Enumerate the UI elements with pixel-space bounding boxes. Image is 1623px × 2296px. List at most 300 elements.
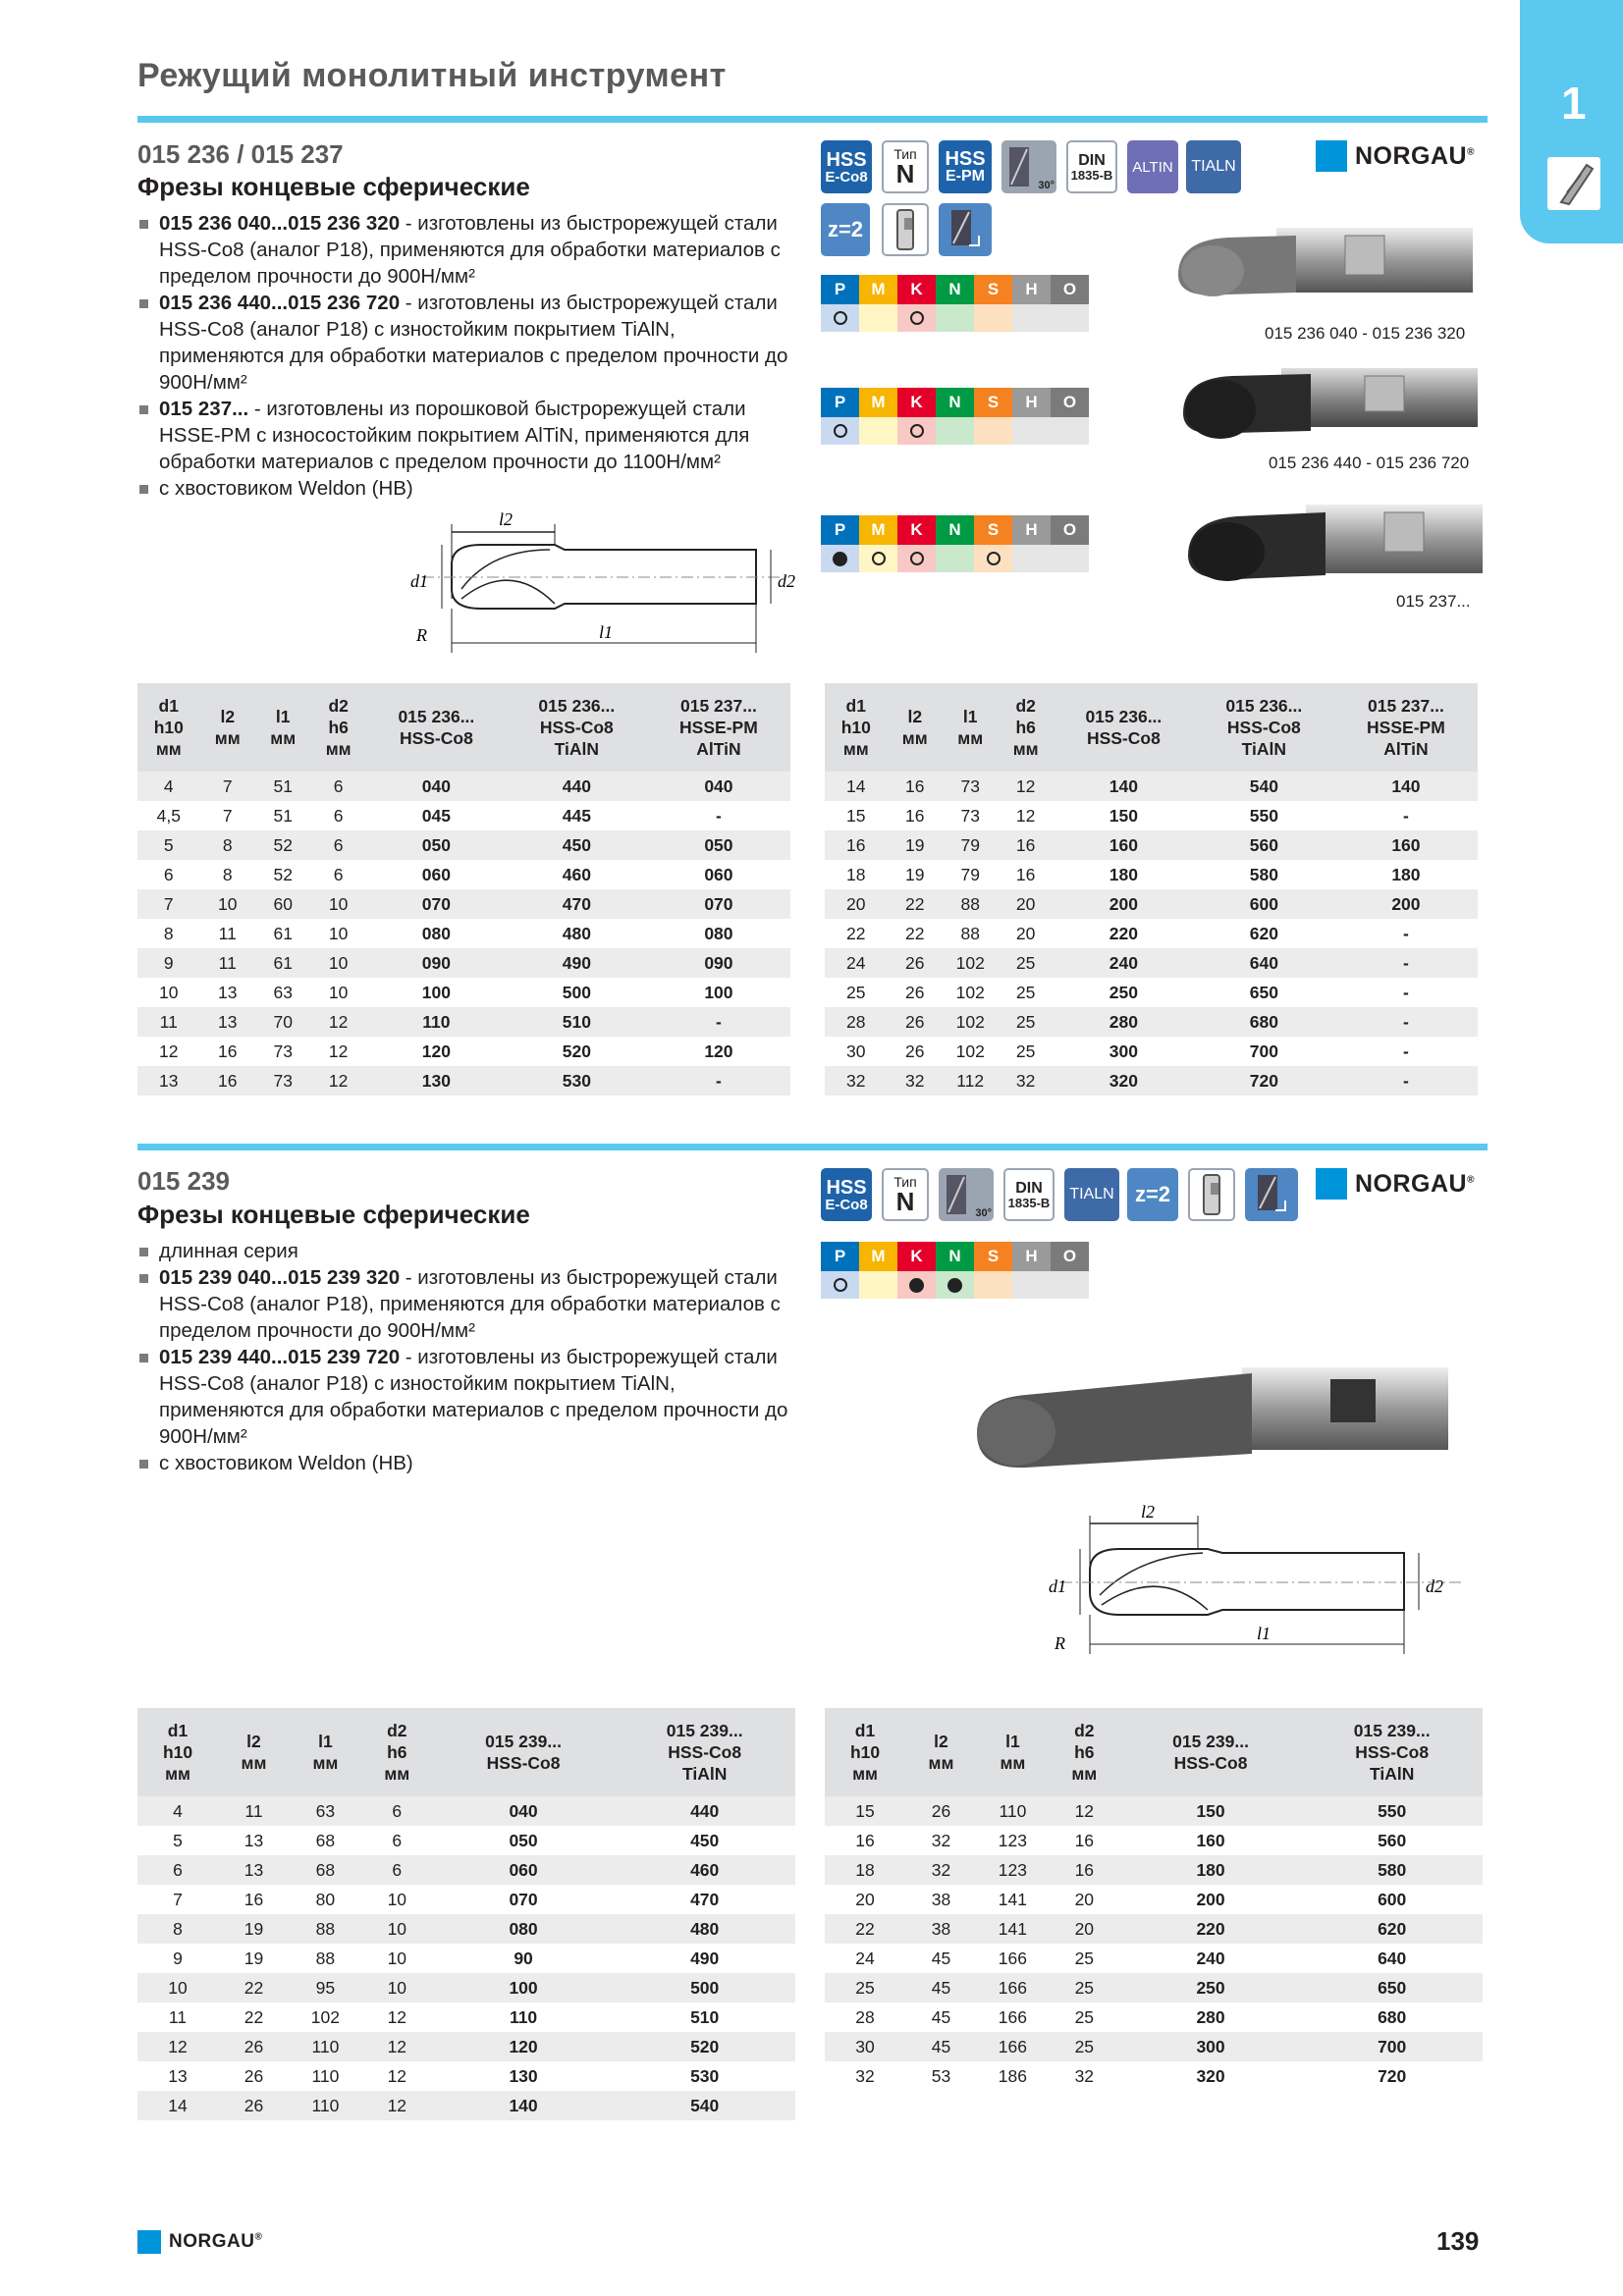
iso-header-H: H — [1012, 1242, 1051, 1271]
tialn-badge: TIALN — [1186, 140, 1241, 193]
table-cell: 22 — [243, 2006, 264, 2027]
iso-header-P: P — [821, 515, 859, 545]
iso-header-O: O — [1051, 388, 1089, 417]
type-n-badge: Тип N — [882, 140, 929, 193]
open-circle-icon — [910, 311, 924, 325]
table-cell: 24 — [825, 948, 888, 978]
table-row — [825, 860, 1478, 889]
table-cell: 200 — [1054, 889, 1194, 919]
bullet-item: 015 239 440...015 239 720 - изготовлены из быстрорежущей стали HSS-Co8 (аналог Р18) с изностойким покрытием TiAlN, применяются для обработки материалов с пределом прочности до 900Н/мм² — [137, 1344, 795, 1450]
table-cell: 050 — [509, 1830, 538, 1850]
table-cell: 050 — [366, 830, 507, 860]
table-cell: 10 — [361, 1973, 433, 2002]
table-cell: 30 — [846, 1041, 866, 1061]
table-cell: 32 — [998, 1066, 1053, 1095]
table-cell: 53 — [931, 2065, 951, 2086]
spec-table — [825, 683, 1478, 1095]
table-cell: 32 — [825, 1066, 888, 1095]
table-cell: 8 — [163, 923, 174, 943]
table-header-cell: d1 h10 мм — [137, 683, 200, 772]
table-cell: 52 — [273, 864, 293, 884]
table-header-cell: 015 236... HSS-Co8 TiAlN — [507, 683, 647, 772]
table-cell: 26 — [905, 1796, 977, 1826]
table-cell: 13 — [218, 982, 238, 1002]
table-cell: 280 — [1054, 1007, 1194, 1037]
table-cell: 20 — [855, 1889, 875, 1909]
table-cell: 5 — [137, 830, 200, 860]
table-cell: 12 — [361, 2032, 433, 2061]
table-cell: 110 — [290, 2091, 361, 2120]
table-cell: 500 — [562, 982, 591, 1002]
table-row — [825, 1037, 1478, 1066]
hss-eco8-badge: HSS E-Co8 — [821, 1168, 872, 1221]
table-row — [137, 830, 790, 860]
table-cell: 79 — [943, 830, 998, 860]
table-cell: 480 — [562, 923, 591, 943]
table-cell: 440 — [614, 1796, 795, 1826]
table-cell: 25 — [998, 948, 1053, 978]
table-row — [137, 2032, 795, 2061]
table-row — [825, 1914, 1483, 1944]
table-row — [137, 978, 790, 1007]
table-cell: 16 — [1074, 1830, 1095, 1850]
table-cell: 720 — [1378, 2065, 1407, 2086]
table-row — [137, 1855, 795, 1885]
iso-header-M: M — [859, 388, 897, 417]
svg-text:d1: d1 — [410, 571, 428, 591]
weldon-shank-icon — [1188, 1168, 1235, 1221]
table-cell: 6 — [137, 1855, 218, 1885]
table-row — [137, 772, 790, 801]
iso-header-S: S — [974, 1242, 1012, 1271]
table-header-cell: 015 236... HSS-Co8 TiAlN — [1194, 683, 1334, 772]
table-cell: 45 — [931, 2006, 951, 2027]
table-cell: 19 — [905, 864, 925, 884]
iso-header-O: O — [1051, 515, 1089, 545]
table-cell: 32 — [1074, 2065, 1095, 2086]
table-row — [825, 1826, 1483, 1855]
table-cell: 080 — [704, 923, 733, 943]
spec-table — [137, 683, 790, 1095]
open-circle-icon — [987, 552, 1001, 565]
table-cell: 141 — [977, 1914, 1049, 1944]
table-cell: 8 — [222, 864, 233, 884]
table-cell: 220 — [1120, 1914, 1302, 1944]
table-cell: 440 — [507, 772, 647, 801]
table-cell: 25 — [825, 1973, 905, 2002]
table-cell: 19 — [218, 1914, 290, 1944]
table-cell: 110 — [366, 1007, 507, 1037]
table-cell: 12 — [137, 2032, 218, 2061]
footer-norgau-logo: NORGAU® — [137, 2230, 262, 2254]
table-cell: 150 — [1120, 1796, 1302, 1826]
iso-cell — [974, 545, 1012, 572]
svg-text:l2: l2 — [1141, 1502, 1156, 1522]
table-cell: 15 — [846, 805, 866, 826]
table-cell: 580 — [1249, 864, 1278, 884]
table-cell: 73 — [273, 1041, 293, 1061]
table-cell: 16 — [855, 1830, 875, 1850]
iso-header-P: P — [821, 388, 859, 417]
table-cell: 110 — [509, 2006, 538, 2027]
table-cell: 19 — [888, 830, 943, 860]
table-cell: 61 — [255, 948, 310, 978]
table-cell: 045 — [421, 805, 451, 826]
table-row — [825, 2061, 1483, 2091]
table-cell: 11 — [218, 923, 237, 943]
iso-cell — [1051, 417, 1089, 445]
table-cell: 26 — [218, 2091, 290, 2120]
table-cell: 32 — [905, 1855, 977, 1885]
table-cell: 520 — [614, 2032, 795, 2061]
section1-title: Фрезы концевые сферические — [137, 172, 530, 201]
table-cell: 140 — [1054, 772, 1194, 801]
table-cell: 060 — [704, 864, 733, 884]
table-cell: - — [1403, 1041, 1409, 1061]
table-header-cell: d1 h10 мм — [825, 1708, 905, 1796]
table-cell: 38 — [905, 1914, 977, 1944]
table-row — [137, 1037, 790, 1066]
table-cell: 450 — [507, 830, 647, 860]
table-row — [825, 1066, 1478, 1095]
table-cell: 18 — [825, 1855, 905, 1885]
table-row — [137, 1826, 795, 1855]
page-number: 139 — [1436, 2226, 1480, 2256]
bullet-item: 015 236 040...015 236 320 - изготовлены из быстрорежущей стали HSS-Co8 (аналог Р18), применяются для обработки материалов с пределом прочности до 900Н/мм² — [137, 210, 795, 290]
table-cell: 040 — [647, 772, 790, 801]
section2-code: 015 239 — [137, 1166, 230, 1196]
iso-cell — [936, 304, 974, 332]
open-circle-icon — [834, 1278, 847, 1292]
table-row — [137, 2091, 795, 2120]
table-cell: 10 — [310, 889, 365, 919]
table-cell: 12 — [1015, 805, 1036, 826]
table-row — [137, 860, 790, 889]
iso-cell — [1012, 304, 1051, 332]
table-cell: 63 — [273, 982, 293, 1002]
table-cell: 300 — [1120, 2032, 1302, 2061]
table-cell: 102 — [955, 1041, 985, 1061]
weldon-shank-icon — [882, 203, 929, 256]
table-cell: 540 — [1194, 772, 1334, 801]
table-cell: 040 — [433, 1796, 615, 1826]
iso-material-grid — [821, 275, 1089, 332]
table-cell: 95 — [290, 1973, 361, 2002]
table-cell: 26 — [243, 2065, 264, 2086]
table-cell: 73 — [255, 1066, 310, 1095]
table-cell: 26 — [888, 1007, 943, 1037]
page-header-title: Режущий монолитный инструмент — [137, 57, 727, 94]
table-cell: 200 — [1196, 1889, 1225, 1909]
table-row — [137, 919, 790, 948]
iso-cell — [1012, 545, 1051, 572]
header-rule — [137, 116, 1488, 123]
open-circle-icon — [834, 311, 847, 325]
svg-text:d2: d2 — [778, 571, 795, 591]
table-cell: 12 — [159, 1041, 179, 1061]
table-header-cell: l1 мм — [943, 683, 998, 772]
table-header-cell: d2 h6 мм — [361, 1708, 433, 1796]
iso-cell — [897, 545, 936, 572]
table-cell: 88 — [960, 923, 980, 943]
table-row — [137, 948, 790, 978]
table-cell: 61 — [273, 923, 293, 943]
iso-header-N: N — [936, 275, 974, 304]
table-cell: 18 — [846, 864, 866, 884]
table-row — [137, 889, 790, 919]
table-cell: 050 — [647, 830, 790, 860]
table-cell: 530 — [690, 2065, 720, 2086]
iso-header-K: K — [897, 388, 936, 417]
bullet-item: 015 239 040...015 239 320 - изготовлены из быстрорежущей стали HSS-Co8 (аналог Р18), применяются для обработки материалов с пределом прочности до 900Н/мм² — [137, 1264, 795, 1344]
table-cell: 88 — [315, 1948, 336, 1968]
iso-cell — [974, 417, 1012, 445]
svg-text:R: R — [1055, 1633, 1065, 1653]
iso-cell — [859, 1271, 897, 1299]
iso-cell — [821, 417, 859, 445]
open-circle-icon — [910, 424, 924, 438]
table-header-cell: l1 мм — [977, 1708, 1049, 1796]
table-cell: 16 — [218, 1041, 238, 1061]
table-cell: 470 — [507, 889, 647, 919]
table-cell: 26 — [218, 2032, 290, 2061]
table-cell: 20 — [1015, 923, 1036, 943]
table-cell: 102 — [943, 1007, 998, 1037]
iso-header-H: H — [1012, 388, 1051, 417]
table-cell: 51 — [255, 772, 310, 801]
hss-epm-badge: HSS E-PM — [939, 140, 992, 193]
section2-bullets — [137, 1238, 795, 1476]
table-cell: 32 — [888, 1066, 943, 1095]
table-cell: 16 — [200, 1066, 255, 1095]
iso-cell — [974, 1271, 1012, 1299]
table-cell: 480 — [614, 1914, 795, 1944]
table-cell: 12 — [387, 2006, 407, 2027]
altin-badge: ALTIN — [1127, 140, 1178, 193]
table-cell: 16 — [1015, 864, 1036, 884]
table-cell: 15 — [825, 1796, 905, 1826]
iso-header-P: P — [821, 1242, 859, 1271]
table-cell: 10 — [137, 1973, 218, 2002]
table-cell: 240 — [1196, 1948, 1225, 1968]
table-row — [825, 948, 1478, 978]
svg-text:l2: l2 — [499, 510, 514, 529]
iso-header-K: K — [897, 515, 936, 545]
table-cell: 7 — [222, 805, 233, 826]
table-cell: 120 — [433, 2032, 615, 2061]
table-cell: 650 — [1249, 982, 1278, 1002]
table-cell: 4 — [137, 1796, 218, 1826]
table-cell: 16 — [825, 830, 888, 860]
iso-header-S: S — [974, 515, 1012, 545]
table-cell: 32 — [855, 2065, 875, 2086]
end-mill-icon — [1547, 157, 1600, 210]
table-cell: 88 — [290, 1914, 361, 1944]
table-cell: 45 — [931, 1948, 951, 1968]
table-cell: 470 — [690, 1889, 720, 1909]
tool-image-altin — [1178, 491, 1492, 599]
norgau-logo: NORGAU® — [1316, 140, 1475, 172]
table-cell: 25 — [1074, 2006, 1095, 2027]
table-cell: 6 — [333, 805, 344, 826]
table-header-row — [137, 683, 790, 772]
tool-caption: 015 236 440 - 015 236 720 — [1269, 454, 1470, 472]
table-cell: 80 — [315, 1889, 336, 1909]
table-cell: 510 — [507, 1007, 647, 1037]
table-cell: 26 — [888, 948, 943, 978]
table-cell: 13 — [218, 1855, 290, 1885]
section-divider — [137, 1144, 1488, 1150]
table-cell: 102 — [310, 2006, 340, 2027]
table-header-cell: d2 h6 мм — [998, 683, 1053, 772]
table-cell: 10 — [310, 948, 365, 978]
iso-cell — [936, 417, 974, 445]
table-cell: 11 — [168, 2006, 188, 2027]
helix-angle-badge: 30° — [1001, 140, 1056, 193]
table-cell: 520 — [562, 1041, 591, 1061]
table-header-cell: 015 237... HSSE-PM AlTiN — [1334, 683, 1478, 772]
table-cell: 6 — [392, 1830, 403, 1850]
table-cell: 6 — [333, 864, 344, 884]
table-cell: 500 — [614, 1973, 795, 2002]
iso-header-S: S — [974, 275, 1012, 304]
table-cell: 30 — [825, 2032, 905, 2061]
table-row — [137, 1914, 795, 1944]
table-cell: 6 — [310, 830, 365, 860]
table-header-row — [825, 1708, 1483, 1796]
table-cell: 580 — [1301, 1855, 1483, 1885]
table-header-cell: 015 237... HSSE-PM AlTiN — [647, 683, 790, 772]
table-cell: 600 — [1378, 1889, 1407, 1909]
table-header-cell: l2 мм — [218, 1708, 290, 1796]
iso-cell — [859, 304, 897, 332]
table-header-cell: d2 h6 мм — [1049, 1708, 1120, 1796]
table-cell: 490 — [507, 948, 647, 978]
iso-material-grid — [821, 515, 1089, 572]
table-cell: 445 — [562, 805, 591, 826]
iso-cell — [1012, 417, 1051, 445]
iso-cell — [1012, 1271, 1051, 1299]
table-cell: 112 — [943, 1066, 998, 1095]
table-header-cell: l2 мм — [905, 1708, 977, 1796]
table-cell: 166 — [977, 1973, 1049, 2002]
table-cell: 250 — [1109, 982, 1138, 1002]
flutes-badge: z=2 — [1127, 1168, 1178, 1221]
table-header-cell: d1 h10 мм — [137, 1708, 218, 1796]
table-header-cell: 015 239... HSS-Co8 TiAlN — [1301, 1708, 1483, 1796]
tool-caption: 015 237... — [1396, 592, 1471, 611]
iso-material-grid — [821, 388, 1089, 445]
table-cell: 10 — [200, 889, 255, 919]
iso-material-grid — [821, 1242, 1089, 1299]
table-cell: 13 — [137, 1066, 200, 1095]
table-cell: 12 — [998, 772, 1053, 801]
table-cell: 73 — [943, 772, 998, 801]
table-cell: 110 — [290, 2032, 361, 2061]
helix-angle-badge: 30° — [939, 1168, 994, 1221]
iso-cell — [1051, 545, 1089, 572]
din-badge: DIN 1835-B — [1066, 140, 1117, 193]
table-cell: 490 — [690, 1948, 720, 1968]
table-cell: 640 — [1378, 1948, 1407, 1968]
table-row — [137, 1066, 790, 1095]
table-cell: 88 — [943, 889, 998, 919]
table-cell: - — [1403, 982, 1409, 1002]
table-cell: 680 — [1194, 1007, 1334, 1037]
table-cell: 7 — [200, 772, 255, 801]
table-row — [137, 1944, 795, 1973]
table-cell: 060 — [421, 864, 451, 884]
table-row — [825, 889, 1478, 919]
table-row — [137, 2002, 795, 2032]
table-cell: 12 — [310, 1066, 365, 1095]
table-cell: 186 — [998, 2065, 1027, 2086]
table-cell: 150 — [1109, 805, 1138, 826]
iso-cell — [1051, 1271, 1089, 1299]
iso-header-M: M — [859, 275, 897, 304]
table-cell: 100 — [421, 982, 451, 1002]
table-cell: 28 — [855, 2006, 875, 2027]
bullet-item: 015 236 440...015 236 720 - изготовлены из быстрорежущей стали HSS-Co8 (аналог Р18) с изностойким покрытием TiAlN, применяются для обработки материалов с пределом прочности до 900Н/мм² — [137, 290, 795, 396]
iso-header-O: O — [1051, 275, 1089, 304]
table-cell: 73 — [960, 805, 980, 826]
table-cell: 240 — [1054, 948, 1194, 978]
iso-cell — [974, 304, 1012, 332]
table-cell: 080 — [421, 923, 451, 943]
table-cell: 22 — [218, 1973, 290, 2002]
table-cell: 560 — [1194, 830, 1334, 860]
table-cell: 7 — [173, 1889, 183, 1909]
tool-dimension-drawing — [1031, 1502, 1483, 1659]
table-row — [825, 1944, 1483, 1973]
table-cell: 200 — [1334, 889, 1478, 919]
table-cell: 166 — [998, 1948, 1027, 1968]
ballnose-mill-icon — [1245, 1168, 1298, 1221]
table-row — [825, 801, 1478, 830]
table-header-row — [825, 683, 1478, 772]
table-header-cell: 015 239... HSS-Co8 — [433, 1708, 615, 1796]
table-cell: 620 — [1249, 923, 1278, 943]
table-row — [137, 1007, 790, 1037]
table-cell: 26 — [905, 1041, 925, 1061]
table-cell: 102 — [943, 948, 998, 978]
iso-cell — [859, 545, 897, 572]
table-row — [825, 1973, 1483, 2002]
section2-title: Фрезы концевые сферические — [137, 1200, 530, 1229]
table-cell: 100 — [704, 982, 733, 1002]
filled-circle-icon — [947, 1278, 962, 1293]
tool-image-long — [967, 1360, 1458, 1497]
spec-table — [825, 1708, 1483, 2091]
table-cell: 220 — [1109, 923, 1138, 943]
iso-cell — [897, 417, 936, 445]
iso-cell — [821, 545, 859, 572]
table-cell: 12 — [387, 2065, 407, 2086]
table-cell: 14 — [137, 2091, 218, 2120]
table-row — [825, 1796, 1483, 1826]
table-header-cell: 015 239... HSS-Co8 — [1120, 1708, 1302, 1796]
table-cell: 100 — [433, 1973, 615, 2002]
table-cell: 25 — [846, 982, 866, 1002]
svg-text:l1: l1 — [1257, 1624, 1271, 1643]
table-row — [137, 2061, 795, 2091]
din-badge: DIN 1835-B — [1003, 1168, 1055, 1221]
table-cell: 25 — [1049, 1973, 1120, 2002]
tool-image-hss — [1168, 216, 1483, 324]
table-cell: 68 — [290, 1855, 361, 1885]
table-cell: 14 — [825, 772, 888, 801]
table-cell: 280 — [1196, 2006, 1225, 2027]
